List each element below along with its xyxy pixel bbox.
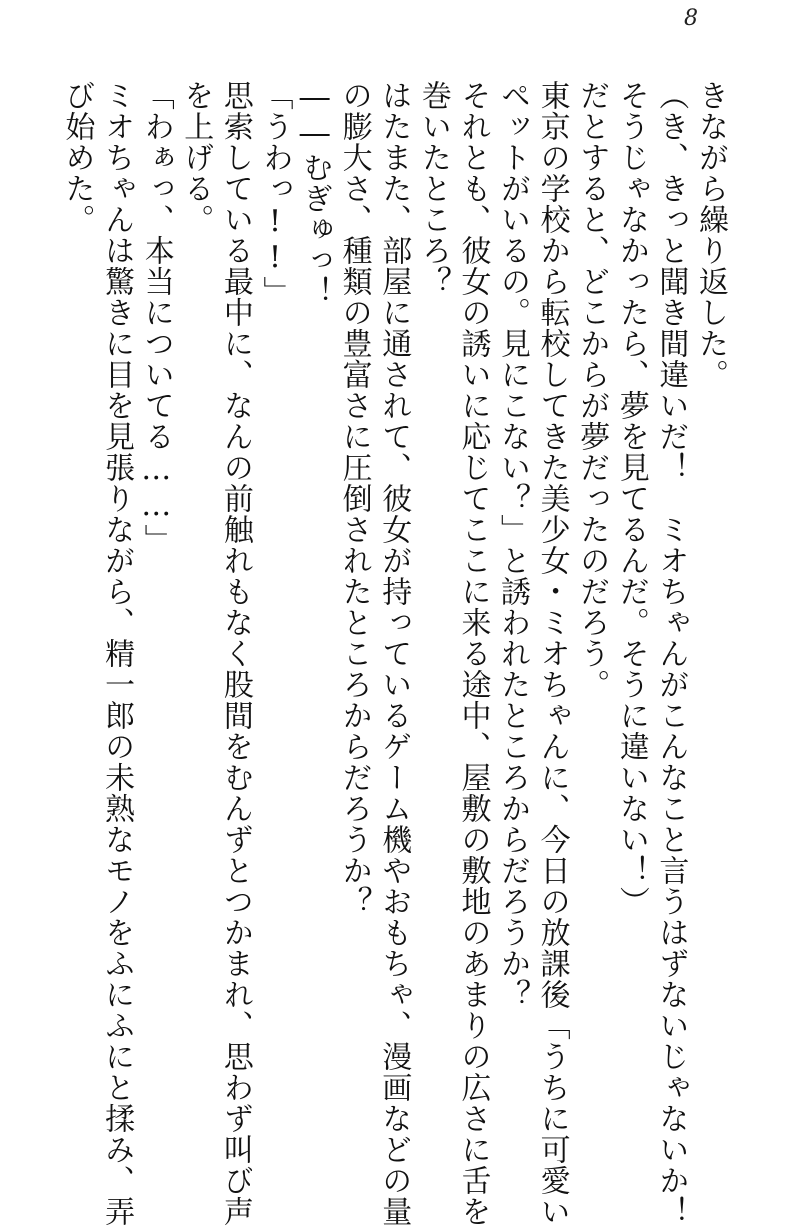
text-line: 東京の学校から転校してきた美少女・ミオちゃんに、今日の放課後「うちに可愛い xyxy=(534,80,570,1227)
text-line: それとも、彼女の誘いに応じてここに来る途中、屋敷の敷地のあまりの広さに舌を xyxy=(455,80,491,1227)
text-line: そうじゃなかったら、夢を見てるんだ。そうに違いない！） xyxy=(613,80,649,917)
text-line: を上げる。 xyxy=(178,80,214,235)
text-line: の膨大さ、種類の豊富さに圧倒されたところからだろうか？ xyxy=(336,80,372,917)
text-line: 「わぁっ、本当についてる……」 xyxy=(138,80,174,555)
text-line: 巻いたところ？ xyxy=(415,80,451,297)
text-line: ミオちゃんは驚きに目を見張りながら、精一郎の未熟なモノをふにふにと揉み、弄 xyxy=(99,80,135,1227)
text-line: ペットがいるの。見にこない？」と誘われたところからだろうか？ xyxy=(495,80,531,1010)
vertical-text-body xyxy=(57,80,730,1227)
text-line: （き、きっと聞き間違いだ！ ミオちゃんがこんなこと言うはずないじゃないか！ xyxy=(653,80,689,1227)
text-line: はたまた、部屋に通されて、彼女が持っているゲーム機やおもちゃ、漫画などの量 xyxy=(376,80,412,1227)
text-line: 思索している最中に、なんの前触れもなく股間をむんずとつかまれ、思わず叫び声 xyxy=(217,80,253,1227)
text-line: 「うわっ!!」 xyxy=(257,80,293,307)
text-line: だとすると、どこからが夢だったのだろう。 xyxy=(574,80,610,700)
text-line: ――むぎゅっ！ xyxy=(297,80,333,307)
text-line: きながら繰り返した。 xyxy=(693,80,728,390)
page-number: 8 xyxy=(684,6,698,31)
text-line: び始めた。 xyxy=(59,80,95,235)
